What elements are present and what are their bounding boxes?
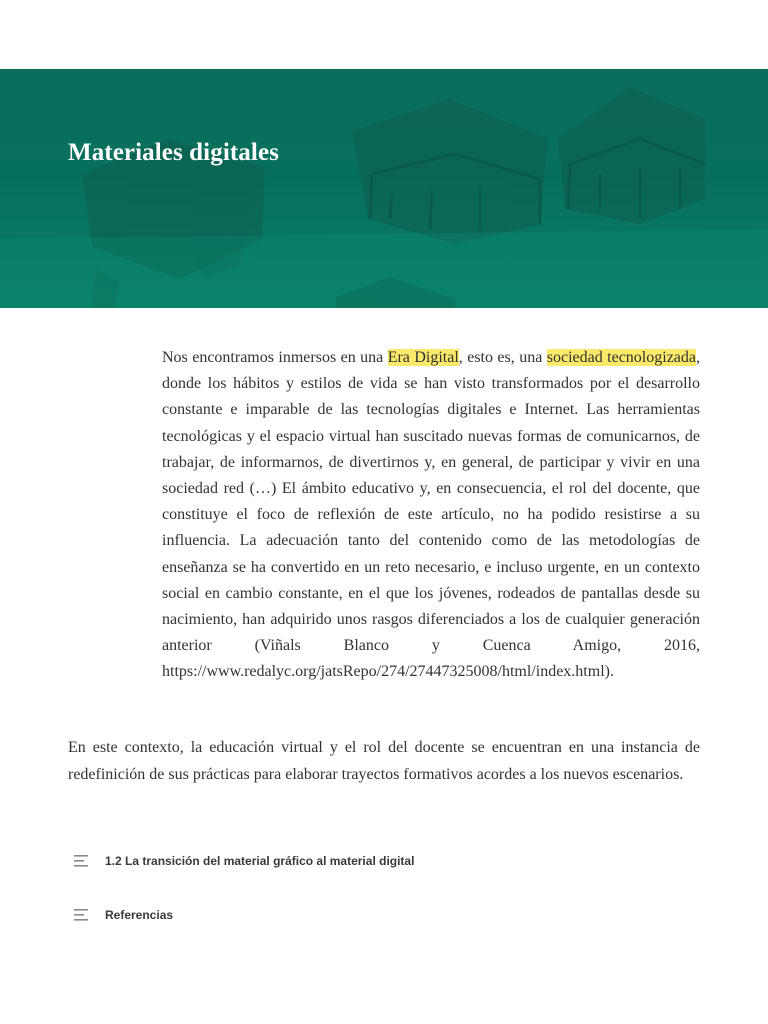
toc-item-label: 1.2 La transición del material gráfico al material digital (105, 854, 415, 868)
page-title: Materiales digitales (68, 139, 279, 166)
toc-item-transicion[interactable] (68, 848, 568, 874)
blockquote (162, 345, 700, 686)
highlight-sociedad-tecnologizada: sociedad tecnologizada (546, 349, 696, 366)
list-icon (74, 909, 90, 921)
toc-item-referencias[interactable] (68, 902, 568, 928)
quote-text-3: , donde los hábitos y estilos de vida se han visto transformados por el desarrollo constante e imparable de las tecnologías digitales e Internet. Las herramientas tecnológicas y el espacio virtual han suscitado nuevas formas de comunicarnos, de trabajar, de informarnos, de divertirnos y, en general, de participar y vivir en una sociedad red (…) El ámbito educativo y, en consecuencia, el rol del docente, que constituye el foco de reflexión de este artículo, no ha podido resistirse a su influencia. La adecuación tanto del contenido como de las metodologías de enseñanza se ha convertido en un reto necesario, e incluso urgente, en un contexto social en cambio constante, en el que los jóvenes, rodeados de pantallas desde su nacimiento, han adquirido unos rasgos diferenciados a los de cualquier generación anterior (Viñals Blanco y Cuenca Amigo, 2016, https://www.redalyc.org/jatsRepo/274/27447325008/html/index.html). (162, 349, 700, 681)
hero-background-illustration (0, 69, 768, 308)
quote-text-2: , esto es, una (458, 349, 547, 366)
toc-item-label: Referencias (105, 908, 174, 922)
hero-banner (0, 69, 768, 308)
quote-text-1: Nos encontramos inmersos en una (162, 349, 388, 366)
list-icon (74, 855, 90, 867)
body-paragraph: En este contexto, la educación virtual y el rol del docente se encuentran en una instancia de redefinición de sus prácticas para elaborar trayectos formativos acordes a los nuevos escenarios. (68, 739, 700, 783)
highlight-era-digital: Era Digital (387, 349, 459, 366)
